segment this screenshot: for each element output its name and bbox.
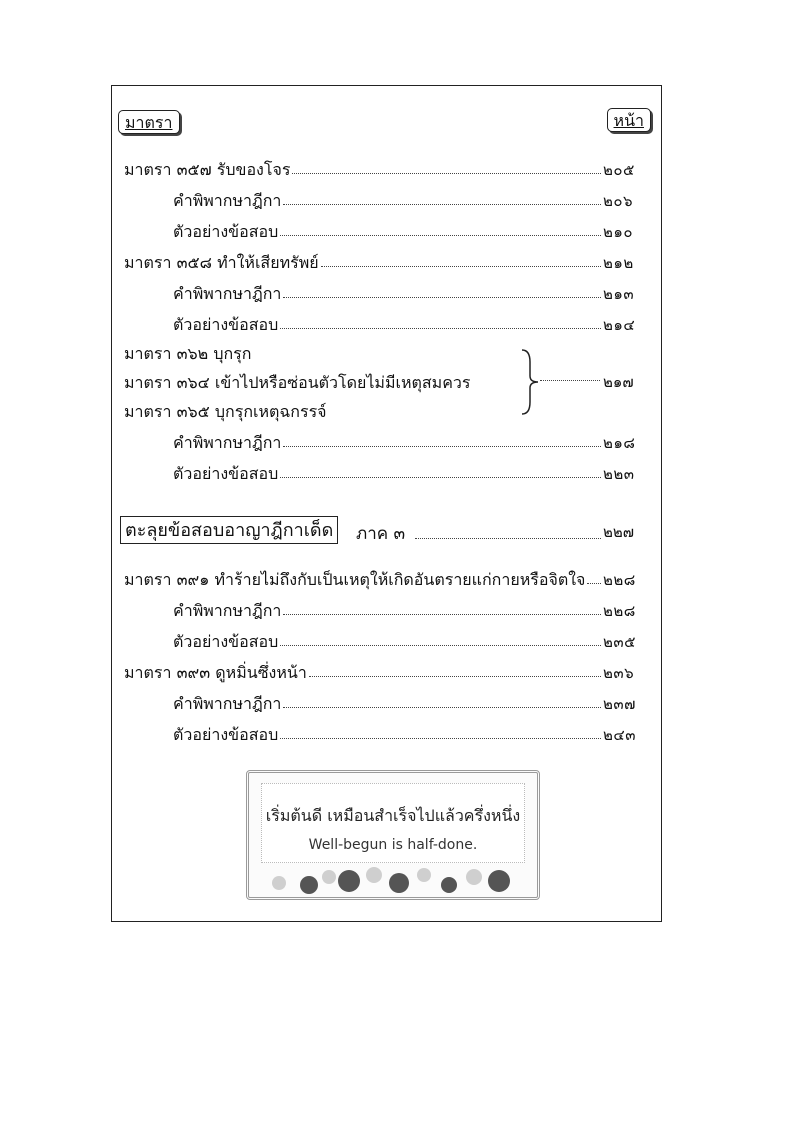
toc-page-number: ๒๒๓ bbox=[603, 465, 635, 483]
toc-row bbox=[0, 158, 794, 184]
toc-page-number: ๒๐๖ bbox=[603, 192, 634, 210]
toc-entry-label: ตัวอย่างข้อสอบ bbox=[173, 632, 279, 651]
toc-page-number: ๒๑๘ bbox=[603, 434, 636, 452]
dot-leader bbox=[280, 645, 601, 646]
dot-leader bbox=[283, 707, 601, 708]
dot-leader bbox=[280, 738, 601, 739]
toc-row bbox=[0, 282, 794, 308]
toc-entry-label: คำพิพากษาฎีกา bbox=[173, 284, 282, 303]
toc-row bbox=[0, 462, 794, 488]
dot-leader bbox=[283, 297, 601, 298]
toc-row bbox=[0, 723, 794, 749]
quote-english: Well-begun is half-done. bbox=[308, 837, 478, 853]
toc-row bbox=[0, 599, 794, 625]
toc-row bbox=[0, 431, 794, 457]
toc-entry-label: คำพิพากษาฎีกา bbox=[173, 191, 282, 210]
brace-icon bbox=[520, 348, 540, 416]
dot-leader bbox=[283, 446, 601, 447]
group-line-2: มาตรา ๓๖๔ เข้าไปหรือซ่อนตัวโดยไม่มีเหตุสมควร bbox=[124, 373, 471, 392]
toc-entry-label: ตัวอย่างข้อสอบ bbox=[173, 725, 279, 744]
toc-row bbox=[0, 251, 794, 277]
toc-entry-label: ตัวอย่างข้อสอบ bbox=[173, 464, 279, 483]
toc-row bbox=[0, 630, 794, 656]
toc-entry-label: ตัวอย่างข้อสอบ bbox=[173, 222, 279, 241]
toc-page-number: ๒๓๗ bbox=[603, 695, 636, 713]
toc-entry-label: คำพิพากษาฎีกา bbox=[173, 694, 282, 713]
toc-entry-label: มาตรา ๓๕๘ ทำให้เสียทรัพย์ bbox=[124, 253, 319, 272]
group-line-3: มาตรา ๓๖๕ บุกรุกเหตุฉกรรจ์ bbox=[124, 402, 327, 421]
part-leader bbox=[415, 538, 601, 539]
part-title: ตะลุยข้อสอบอาญาฎีกาเด็ด bbox=[120, 516, 338, 544]
toc-page-number: ๒๑๒ bbox=[603, 254, 634, 272]
toc-row bbox=[0, 313, 794, 339]
toc-page-number: ๒๑๐ bbox=[603, 223, 634, 241]
dot-leader bbox=[587, 583, 601, 584]
sunflower-decoration-icon bbox=[249, 863, 537, 897]
dot-leader bbox=[292, 173, 601, 174]
quote-banner bbox=[246, 770, 540, 900]
toc-page-number: ๒๐๕ bbox=[603, 161, 635, 179]
dot-leader bbox=[309, 676, 601, 677]
toc-page-number: ๒๒๘ bbox=[603, 602, 636, 620]
group-line-1: มาตรา ๓๖๒ บุกรุก bbox=[124, 344, 252, 363]
dot-leader bbox=[283, 614, 601, 615]
group-leader bbox=[540, 380, 600, 381]
toc-row bbox=[0, 568, 794, 594]
dot-leader bbox=[283, 204, 601, 205]
group-page-number: ๒๑๗ bbox=[603, 373, 634, 391]
toc-entry-label: มาตรา ๓๙๑ ทำร้ายไม่ถึงกับเป็นเหตุให้เกิดอันตรายแก่กายหรือจิตใจ bbox=[124, 570, 586, 589]
toc-entry-label: คำพิพากษาฎีกา bbox=[173, 433, 282, 452]
page-tab: หน้า bbox=[607, 108, 651, 132]
part-page-number: ๒๒๗ bbox=[603, 523, 635, 541]
toc-entry-label: มาตรา ๓๙๓ ดูหมิ่นซึ่งหน้า bbox=[124, 663, 307, 682]
quote-card bbox=[261, 783, 525, 863]
toc-entry-label: ตัวอย่างข้อสอบ bbox=[173, 315, 279, 334]
toc-row bbox=[0, 692, 794, 718]
toc-row bbox=[0, 661, 794, 687]
toc-entry-label: คำพิพากษาฎีกา bbox=[173, 601, 282, 620]
quote-thai: เริ่มต้นดี เหมือนสำเร็จไปแล้วครึ่งหนึ่ง bbox=[265, 806, 521, 825]
toc-page-number: ๒๒๘ bbox=[603, 571, 636, 589]
section-tab: มาตรา bbox=[118, 110, 180, 134]
toc-page-number: ๒๔๓ bbox=[603, 726, 636, 744]
dot-leader bbox=[280, 477, 601, 478]
dot-leader bbox=[321, 266, 601, 267]
toc-page-number: ๒๓๕ bbox=[603, 633, 636, 651]
toc-entry-label: มาตรา ๓๕๗ รับของโจร bbox=[124, 160, 291, 179]
toc-row bbox=[0, 220, 794, 246]
toc-page-number: ๒๑๓ bbox=[603, 285, 635, 303]
toc-page-number: ๒๓๖ bbox=[603, 664, 635, 682]
dot-leader bbox=[280, 328, 601, 329]
part-label: ภาค ๓ bbox=[356, 524, 406, 544]
toc-page-number: ๒๑๔ bbox=[603, 316, 636, 334]
toc-row bbox=[0, 189, 794, 215]
dot-leader bbox=[280, 235, 601, 236]
